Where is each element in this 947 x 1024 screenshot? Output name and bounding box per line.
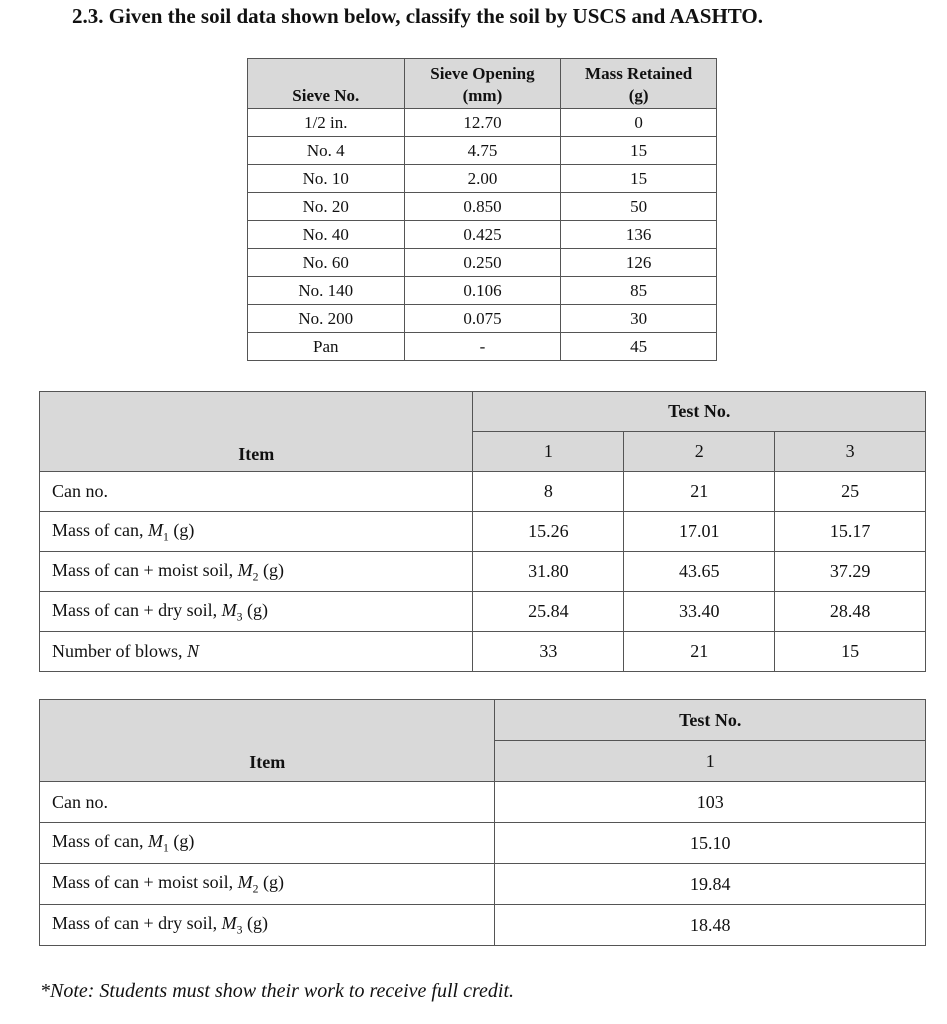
- mass-retained-header-line1: Mass Retained: [585, 64, 693, 83]
- variable-subscript: 3: [236, 923, 243, 937]
- mass-retained-cell: 15: [561, 165, 717, 193]
- row-label-text: Mass of can,: [52, 519, 148, 540]
- row-label: [40, 864, 495, 905]
- variable-subscript: 1: [162, 530, 169, 544]
- sieve-header-row: [248, 59, 717, 109]
- item-header: Item: [40, 392, 473, 472]
- sieve-opening-cell: 12.70: [404, 109, 561, 137]
- variable-symbol: M: [221, 599, 237, 620]
- row-label-text: Mass of can + dry soil,: [52, 913, 222, 934]
- value-cell: 19.84: [495, 864, 926, 905]
- plastic-limit-table: [39, 699, 926, 946]
- pl-header-row: [40, 700, 926, 741]
- sieve-opening-cell: 0.425: [404, 221, 561, 249]
- test-number-header: 1: [495, 741, 926, 782]
- test-no-header: Test No.: [473, 392, 926, 432]
- value-cell: 33: [473, 632, 624, 672]
- table-row: [40, 632, 926, 672]
- row-label-unit: (g): [242, 599, 268, 620]
- ll-header-row: [40, 392, 926, 432]
- sieve-opening-cell: -: [404, 333, 561, 361]
- row-label: [40, 552, 473, 592]
- table-row: [40, 782, 926, 823]
- variable-subscript: 2: [252, 882, 259, 896]
- value-cell: 8: [473, 472, 624, 512]
- value-cell: 21: [624, 632, 775, 672]
- footnote: *Note: Students must show their work to receive full credit.: [40, 980, 515, 1002]
- row-label-text: Mass of can + dry soil,: [52, 599, 222, 620]
- row-label-unit: (g): [168, 519, 195, 540]
- value-cell: 33.40: [624, 592, 775, 632]
- sieve-no-cell: No. 60: [248, 249, 405, 277]
- table-row: [40, 905, 926, 946]
- sieve-no-cell: No. 4: [248, 137, 405, 165]
- table-row: [248, 109, 717, 137]
- table-row: [40, 472, 926, 512]
- mass-retained-cell: 45: [561, 333, 717, 361]
- value-cell: 18.48: [495, 905, 926, 946]
- row-label-text: Mass of can + moist soil,: [52, 872, 238, 893]
- row-label: Can no.: [40, 782, 495, 823]
- mass-retained-cell: 136: [561, 221, 717, 249]
- row-label-unit: (g): [168, 831, 195, 852]
- table-row: [248, 137, 717, 165]
- row-label: [40, 592, 473, 632]
- liquid-limit-table: [39, 391, 926, 672]
- test-no-header: Test No.: [495, 700, 926, 741]
- table-row: [40, 552, 926, 592]
- mass-retained-cell: 0: [561, 109, 717, 137]
- table-row: [248, 193, 717, 221]
- variable-symbol: M: [147, 519, 163, 540]
- mass-retained-cell: 15: [561, 137, 717, 165]
- value-cell: 17.01: [624, 512, 775, 552]
- table-row: [248, 305, 717, 333]
- sieve-no-cell: 1/2 in.: [248, 109, 405, 137]
- item-header: Item: [40, 700, 495, 782]
- sieve-no-cell: No. 140: [248, 277, 405, 305]
- sieve-opening-cell: 4.75: [404, 137, 561, 165]
- row-label-text: Mass of can + moist soil,: [52, 559, 238, 580]
- row-label-unit: (g): [258, 872, 284, 893]
- sieve-no-cell: No. 40: [248, 221, 405, 249]
- table-row: [40, 512, 926, 552]
- mass-retained-header: [561, 59, 717, 109]
- variable-symbol: M: [237, 872, 253, 893]
- row-label: [40, 823, 495, 864]
- value-cell: 28.48: [775, 592, 926, 632]
- sieve-opening-cell: 0.250: [404, 249, 561, 277]
- row-label-text: Mass of can,: [52, 831, 148, 852]
- sieve-opening-header-line2: (mm): [462, 86, 503, 105]
- mass-retained-cell: 126: [561, 249, 717, 277]
- value-cell: 31.80: [473, 552, 624, 592]
- sieve-opening-cell: 0.106: [404, 277, 561, 305]
- sieve-analysis-table: [247, 58, 717, 361]
- value-cell: 15.17: [775, 512, 926, 552]
- variable-subscript: 2: [252, 570, 259, 584]
- variable-subscript: 3: [236, 610, 243, 624]
- row-label: [40, 632, 473, 672]
- sieve-opening-header: [404, 59, 561, 109]
- test-number-header: 1: [473, 432, 624, 472]
- sieve-no-cell: Pan: [248, 333, 405, 361]
- value-cell: 37.29: [775, 552, 926, 592]
- table-row: [248, 333, 717, 361]
- variable-subscript: 1: [162, 841, 169, 855]
- value-cell: 25: [775, 472, 926, 512]
- variable-symbol: M: [237, 559, 253, 580]
- sieve-opening-cell: 0.075: [404, 305, 561, 333]
- value-cell: 21: [624, 472, 775, 512]
- variable-symbol: M: [221, 913, 237, 934]
- row-label: [40, 512, 473, 552]
- mass-retained-cell: 50: [561, 193, 717, 221]
- value-cell: 25.84: [473, 592, 624, 632]
- problem-title: 2.3. Given the soil data shown below, classify the soil by USCS and AASHTO.: [72, 4, 764, 28]
- value-cell: 43.65: [624, 552, 775, 592]
- table-row: [248, 249, 717, 277]
- mass-retained-header-line2: (g): [628, 86, 649, 105]
- sieve-no-cell: No. 20: [248, 193, 405, 221]
- sieve-no-cell: No. 200: [248, 305, 405, 333]
- sieve-opening-cell: 0.850: [404, 193, 561, 221]
- row-label: Can no.: [40, 472, 473, 512]
- value-cell: 15.10: [495, 823, 926, 864]
- row-label-text: Number of blows,: [52, 641, 187, 661]
- table-row: [248, 277, 717, 305]
- sieve-opening-cell: 2.00: [404, 165, 561, 193]
- sieve-no-cell: No. 10: [248, 165, 405, 193]
- table-row: [40, 592, 926, 632]
- variable-symbol: M: [147, 831, 163, 852]
- sieve-no-header: Sieve No.: [248, 59, 405, 109]
- value-cell: 15: [775, 632, 926, 672]
- mass-retained-cell: 30: [561, 305, 717, 333]
- table-row: [40, 864, 926, 905]
- row-label-unit: (g): [258, 559, 284, 580]
- table-row: [248, 165, 717, 193]
- test-number-header: 2: [624, 432, 775, 472]
- variable-symbol: N: [186, 641, 199, 661]
- sieve-opening-header-line1: Sieve Opening: [430, 64, 535, 83]
- table-row: [40, 823, 926, 864]
- value-cell: 103: [495, 782, 926, 823]
- table-row: [248, 221, 717, 249]
- row-label-unit: (g): [242, 913, 268, 934]
- value-cell: 15.26: [473, 512, 624, 552]
- test-number-header: 3: [775, 432, 926, 472]
- mass-retained-cell: 85: [561, 277, 717, 305]
- row-label: [40, 905, 495, 946]
